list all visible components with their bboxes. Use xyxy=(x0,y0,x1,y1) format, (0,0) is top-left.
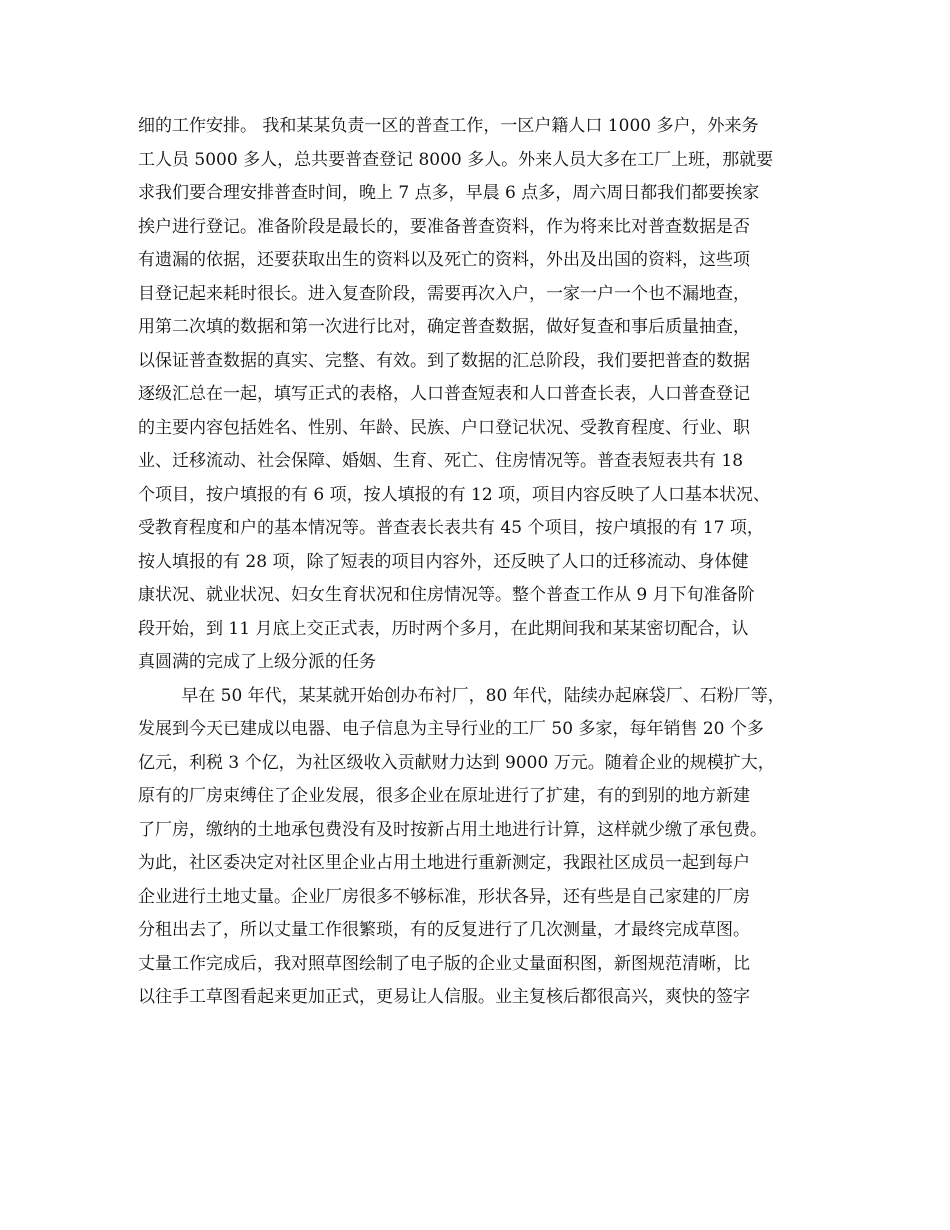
text-line: 挨户进行登记。准备阶段是最长的，要准备普查资料，作为将来比对普查数据是否 xyxy=(138,216,750,237)
text-line: 分租出去了，所以丈量工作很繁琐，有的反复进行了几次测量，才最终完成草图。 xyxy=(138,920,750,940)
text-line: 用第二次填的数据和第一次进行比对，确定普查数据，做好复查和事后质量抽查， xyxy=(138,317,750,337)
text-line: 逐级汇总在一起，填写正式的表格，人口普查短表和人口普查长表，人口普查登记 xyxy=(138,384,750,404)
text-line: 原有的厂房束缚住了企业发展，很多企业在原址进行了扩建，有的到别的地方新建 xyxy=(138,786,750,806)
text-line: 目登记起来耗时很长。进入复查阶段，需要再次入户，一家一户一个也不漏地查， xyxy=(138,283,750,304)
text-line: 以往手工草图看起来更加正式，更易让人信服。业主复核后都很高兴，爽快的签字 xyxy=(138,987,750,1007)
text-line: 为此，社区委决定对社区里企业占用土地进行重新测定，我跟社区成员一起到每户 xyxy=(138,853,750,873)
text-line: 个项目，按户填报的有 6 项，按人填报的有 12 项，项目内容反映了人口基本状况、 xyxy=(138,484,771,505)
text-line: 了厂房，缴纳的土地承包费没有及时按新占用土地进行计算，这样就少缴了承包费。 xyxy=(138,819,767,840)
text-line: 的主要内容包括姓名、性别、年龄、民族、户口登记状况、受教育程度、行业、职 xyxy=(138,417,750,438)
text-line: 段开始，到 11 月底上交正式表，历时两个多月，在此期间我和某某密切配合，认 xyxy=(138,618,749,639)
text-line: 康状况、就业状况、妇女生育状况和住房情况等。整个普查工作从 9 月下旬准备阶 xyxy=(138,585,755,605)
text-line: 受教育程度和户的基本情况等。普查表长表共有 45 个项目，按户填报的有 17 项， xyxy=(138,518,764,538)
text-line: 真圆满的完成了上级分派的任务 xyxy=(138,652,376,672)
text-line: 细的工作安排。 我和某某负责一区的普查工作，一区户籍人口 1000 多户，外来务 xyxy=(138,116,759,136)
text-line: 以保证普查数据的真实、完整、有效。到了数据的汇总阶段，我们要把普查的数据 xyxy=(138,350,750,371)
text-line: 业、迁移流动、社会保障、婚姻、生育、死亡、住房情况等。普查表短表共有 18 xyxy=(138,451,744,471)
document-body xyxy=(138,110,824,1015)
text-line: 工人员 5000 多人，总共要普查登记 8000 多人。外来人员大多在工厂上班，那就要 xyxy=(138,149,774,170)
text-line: 有遗漏的依据，还要获取出生的资料以及死亡的资料，外出及出国的资料，这些项 xyxy=(138,250,750,270)
text-line: 亿元，利税 3 个亿，为社区级收入贡献财力达到 9000 万元。随着企业的规模扩大， xyxy=(138,752,775,773)
paragraph-start-line: 早在 50 年代，某某就开始创办布衬厂，80 年代，陆续办起麻袋厂、石粉厂等， xyxy=(138,685,785,706)
text-line: 丈量工作完成后，我对照草图绘制了电子版的企业丈量面积图，新图规范清晰，比 xyxy=(138,953,750,974)
text-line: 发展到今天已建成以电器、电子信息为主导行业的工厂 50 多家，每年销售 20 个多 xyxy=(138,719,764,739)
text-line: 企业进行土地丈量。企业厂房很多不够标准，形状各异，还有些是自己家建的厂房 xyxy=(138,886,750,907)
text-line: 求我们要合理安排普查时间，晚上 7 点多，早晨 6 点多，周六周日都我们都要挨家 xyxy=(138,183,760,203)
text-line: 按人填报的有 28 项，除了短表的项目内容外，还反映了人口的迁移流动、身体健 xyxy=(138,551,749,572)
